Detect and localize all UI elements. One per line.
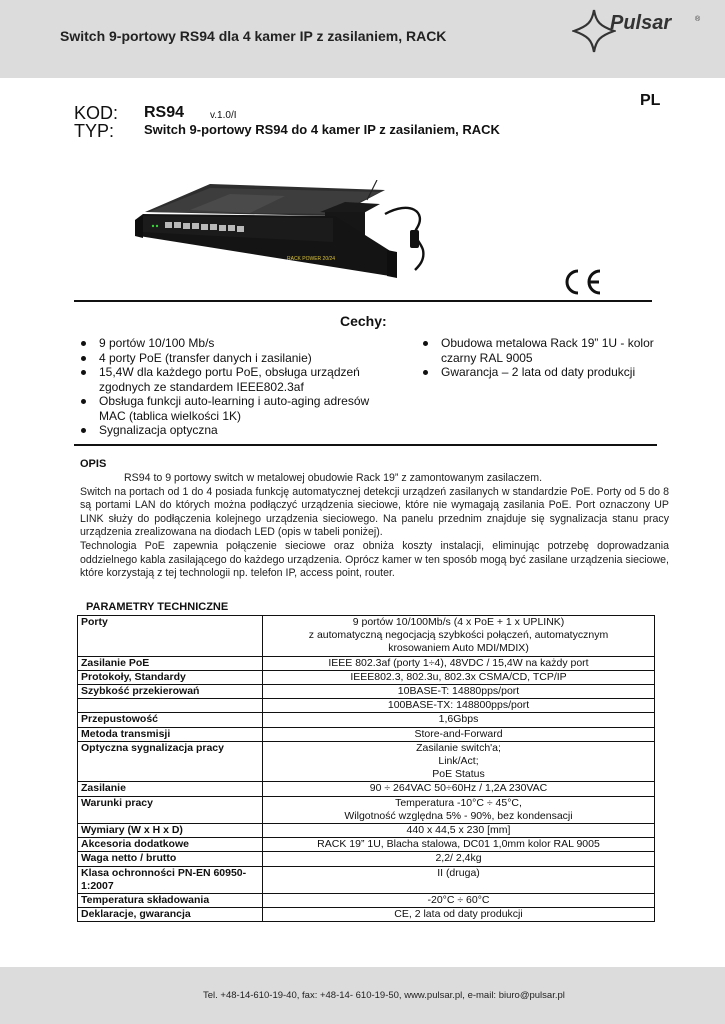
param-label: Metoda transmisji (78, 727, 263, 741)
language-code: PL (640, 92, 661, 109)
param-value-line: IEEE802.3, 802.3u, 802.3x CSMA/CD, TCP/IP (350, 670, 567, 683)
table-row (78, 713, 655, 727)
param-value (263, 727, 655, 741)
ce-mark-icon (560, 268, 604, 296)
opis-paragraph: Technologia PoE zapewnia połączenie sieciowe oraz obniża koszty instalacji, eliminując potrzebę doprowadzania oddzielnego kabla zasilającego do każdego urządzenia. Oprócz kamer w ten sposób mogą być zasilane urządzenia sieciowe, które korzystają z tej technologii np. telefon IP, access point, router. (80, 539, 669, 580)
param-value-line: z automatyczną negocjacją szybkości połączeń, automatycznym (308, 629, 609, 642)
param-value (263, 908, 655, 922)
param-value (263, 838, 655, 852)
features-title: Cechy: (340, 313, 387, 329)
list-item: Sygnalizacja optyczna (78, 423, 378, 438)
header-band (0, 0, 725, 78)
param-value (263, 699, 655, 713)
param-value-line: IEEE 802.3af (porty 1÷4), 48VDC / 15,4W na każdy port (328, 656, 589, 669)
footer-contact: Tel. +48-14-610-19-40, fax: +48-14- 610-19-50, www.pulsar.pl, e-mail: biuro@pulsar.pl (203, 990, 565, 1001)
table-row (78, 852, 655, 866)
table-row (78, 616, 655, 657)
param-value (263, 894, 655, 908)
footer-band (0, 967, 725, 1024)
param-value-line: 100BASE-TX: 148800pps/port (387, 699, 530, 712)
param-label: Optyczna sygnalizacja pracy (78, 741, 263, 782)
param-value-line: RACK 19” 1U, Blacha stalowa, DC01 1,0mm kolor RAL 9005 (317, 838, 600, 851)
param-value (263, 824, 655, 838)
param-value-line: Wilgotność względna 5% - 90%, bez kondensacji (344, 809, 573, 822)
opis-text (80, 472, 669, 581)
param-value-line: 2,2/ 2,4kg (435, 852, 482, 865)
param-value (263, 796, 655, 823)
table-row (78, 656, 655, 670)
opis-title: OPIS (80, 458, 107, 470)
param-label: Warunki pracy (78, 796, 263, 823)
param-label: Akcesoria dodatkowe (78, 838, 263, 852)
table-row (78, 727, 655, 741)
list-item: 9 portów 10/100 Mb/s (78, 336, 378, 351)
param-value (263, 852, 655, 866)
list-item: Gwarancja – 2 lata od daty produkcji (420, 365, 660, 380)
param-value-line: 9 portów 10/100Mb/s (4 x PoE + 1 x UPLINK) (352, 616, 565, 628)
param-value (263, 782, 655, 796)
param-value-line: Zasilanie switch'a; (416, 741, 501, 754)
param-value-line: II (druga) (437, 866, 480, 879)
param-label: Protokoły, Standardy (78, 670, 263, 684)
pulsar-logo (572, 8, 712, 58)
header-title: Switch 9-portowy RS94 dla 4 kamer IP z zasilaniem, RACK (60, 28, 447, 44)
divider (74, 444, 657, 446)
product-image (135, 180, 435, 280)
param-value-line: 440 x 44,5 x 230 [mm] (406, 824, 511, 837)
typ-value: Switch 9-portowy RS94 do 4 kamer IP z zasilaniem, RACK (144, 122, 500, 137)
divider (74, 300, 652, 302)
param-value (263, 741, 655, 782)
features-list-left (78, 336, 378, 438)
typ-label: TYP: (74, 121, 115, 141)
param-label: Deklaracje, gwarancja (78, 908, 263, 922)
param-label: Temperatura składowania (78, 894, 263, 908)
param-value (263, 685, 655, 699)
table-row (78, 838, 655, 852)
param-label: Szybkość przekierowań (78, 685, 263, 699)
param-value (263, 656, 655, 670)
table-row (78, 741, 655, 782)
param-value-line: Link/Act; (438, 755, 479, 768)
param-label: Waga netto / brutto (78, 852, 263, 866)
param-value-line: 1,6Gbps (438, 713, 479, 726)
panel-label: RACK POWER 20/24 (287, 256, 336, 262)
param-label: Zasilanie PoE (78, 656, 263, 670)
param-label: Klasa ochronności PN-EN 60950-1:2007 (78, 866, 263, 893)
params-table (77, 615, 655, 922)
param-label: Wymiary (W x H x D) (78, 824, 263, 838)
list-item: Obsługa funkcji auto-learning i auto-aging adresów MAC (tablica wielkości 1K) (78, 394, 378, 423)
table-row (78, 796, 655, 823)
param-value-line: -20°C ÷ 60°C (427, 894, 490, 907)
table-row (78, 782, 655, 796)
param-value-line: 90 ÷ 264VAC 50÷60Hz / 1,2A 230VAC (369, 782, 548, 795)
param-label: Zasilanie (78, 782, 263, 796)
version: v.1.0/I (210, 110, 237, 121)
table-row (78, 866, 655, 893)
list-item: 4 porty PoE (transfer danych i zasilanie) (78, 351, 378, 366)
param-label: Porty (78, 616, 263, 657)
logo-registered-mark: ® (695, 16, 701, 23)
table-row (78, 824, 655, 838)
param-value-line: 10BASE-T: 14880pps/port (397, 685, 520, 698)
param-value-line: Store-and-Forward (414, 727, 503, 740)
param-value-line: CE, 2 lata od daty produkcji (394, 908, 523, 921)
param-value (263, 616, 655, 657)
param-value (263, 866, 655, 893)
opis-paragraph: RS94 to 9 portowy switch w metalowej obudowie Rack 19” z zamontowanym zasilaczem. (124, 472, 543, 484)
param-label: Przepustowość (78, 713, 263, 727)
table-row (78, 908, 655, 922)
table-row (78, 670, 655, 684)
param-value (263, 713, 655, 727)
features-list-right (420, 336, 660, 380)
kod-value: RS94 (144, 104, 185, 121)
table-row (78, 894, 655, 908)
param-value-line: Temperatura -10°C ÷ 45°C, (395, 796, 522, 809)
param-label (78, 699, 263, 713)
param-value-line: PoE Status (432, 768, 485, 781)
table-row (78, 699, 655, 713)
list-item: Obudowa metalowa Rack 19” 1U - kolor czarny RAL 9005 (420, 336, 660, 365)
kod-label: KOD: (74, 103, 119, 123)
table-row (78, 685, 655, 699)
opis-paragraph: Switch na portach od 1 do 4 posiada funkcję automatycznej detekcji urządzeń zasilanych w standardzie PoE. Porty od 5 do 8 są portami LAN do których można podłączyć urządzenia sieciowe, które nie wymagają zasilania PoE. Port oznaczony UP LINK służy do podłączenia kolejnego urządzenia sieciowego. Na panelu przednim znajduje się sygnalizacja stanu pracy urządzenia zrealizowana na diodach LED (opis w tabeli poniżej). (80, 485, 669, 539)
params-title: PARAMETRY TECHNICZNE (86, 601, 229, 613)
list-item: 15,4W dla każdego portu PoE, obsługa urządzeń zgodnych ze standardem IEEE802.3af (78, 365, 378, 394)
param-value (263, 670, 655, 684)
param-value-line: krosowaniem Auto MDI/MDIX) (388, 642, 529, 655)
logo-text: Pulsar (610, 12, 672, 34)
